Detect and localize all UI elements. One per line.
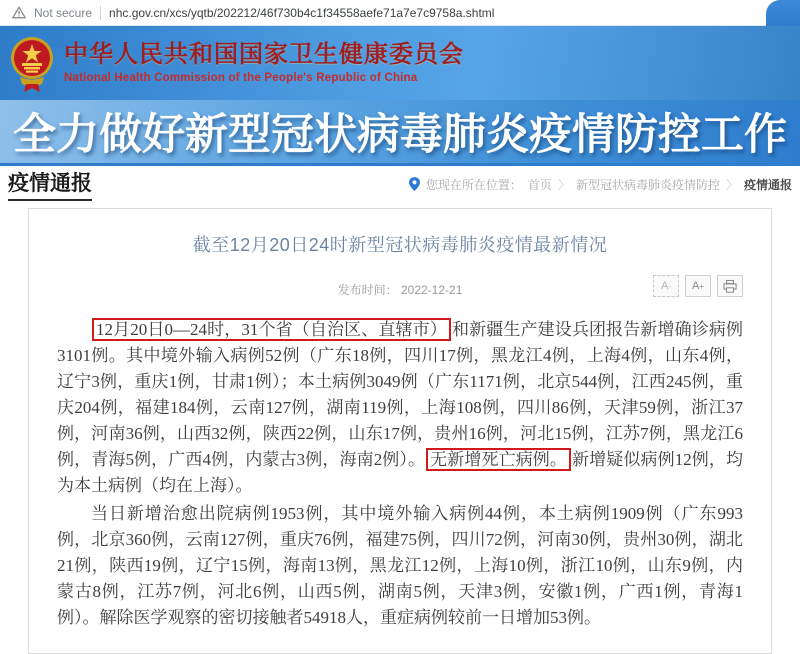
publish-date-value: 2022-12-21: [400, 283, 463, 297]
font-decrease-button[interactable]: A -: [653, 275, 679, 297]
not-secure-warning-icon[interactable]: [12, 6, 26, 19]
browser-address-bar[interactable]: [0, 0, 800, 26]
banner-slogan: 全力做好新型冠状病毒肺炎疫情防控工作: [13, 111, 787, 159]
paragraph-recovered-cases: 当日新增治愈出院病例1953例，其中境外输入病例44例，本土病例1909例（广东993例，北京360例，云南127例，重庆76例，福建75例，四川72例，河南30例，贵州30例，湖北21例，陕西19例，辽宁15例，海南13例，黑龙江12例，上海10例，浙江10例，山东9例，内蒙古8例，江苏7例，河北6例，山西5例，湖南5例，天津3例，安徽1例，广西1例，青海1例）。解除医学观察的密切接触者54918人，重症病例较前一日增加53例。: [57, 504, 743, 627]
breadcrumb-separator: 〉: [725, 177, 738, 192]
paragraph-new-cases: [57, 317, 743, 499]
breadcrumb-separator: 〉: [557, 177, 570, 192]
china-national-emblem-icon: [10, 32, 54, 94]
printer-icon[interactable]: [717, 275, 743, 297]
breadcrumb-epidemic-control-link[interactable]: 新型冠状病毒肺炎疫情防控: [575, 177, 720, 192]
article-card: [28, 208, 772, 654]
highlight-date-provinces: 12月20日0—24时，31个省（自治区、直辖市）: [92, 318, 451, 341]
site-header: [0, 26, 800, 100]
address-bar-divider: [100, 6, 101, 20]
article-toolbar: [653, 275, 743, 297]
publish-date: [57, 281, 743, 298]
breadcrumb-current: 疫情通报: [743, 177, 792, 192]
campaign-banner: [0, 100, 800, 166]
org-name-english: National Health Commission of the People's Republic of China: [64, 71, 418, 84]
location-pin-icon: [409, 177, 420, 191]
breadcrumb-home-link[interactable]: 首页: [527, 177, 552, 192]
security-label[interactable]: Not secure: [34, 5, 93, 20]
article-title: 截至12月20日24时新型冠状病毒肺炎疫情最新情况: [192, 235, 608, 255]
article-body: [57, 317, 743, 631]
article-meta-row: [57, 273, 743, 303]
section-title: 疫情通报: [8, 167, 92, 201]
org-name-chinese: 中华人民共和国国家卫生健康委员会: [64, 41, 464, 69]
browser-theme-corner: [766, 0, 800, 26]
breadcrumb: [409, 176, 792, 193]
publish-date-label: 发布时间：: [337, 283, 398, 297]
url-text[interactable]: nhc.gov.cn/xcs/yqtb/202212/46f730b4c1f34558aefe71a7e7c9758a.shtml: [109, 5, 495, 20]
suspected-cases-text: 新增疑似病例12例，均为本土病例（均在上海）。: [57, 450, 744, 495]
font-increase-button[interactable]: A +: [685, 275, 711, 297]
highlight-no-deaths: 无新增死亡病例。: [426, 448, 571, 471]
new-cases-text: 和新疆生产建设兵团报告新增确诊病例3101例。其中境外输入病例52例（广东18例，四川17例，黑龙江4例，上海4例，山东4例，辽宁3例，重庆1例，甘肃1例）；本土病例3049例（广东1171例，北京544例，江西245例，重庆204例，福建184例，云南127例，湖南119例，上海108例，四川86例，天津59例，浙江37例，河南36例，山西32例，陕西22例，山东17例，贵州16例，河北15例，江苏7例，黑龙江6例，青海5例，广西4例，内蒙古3例，海南2例）。: [57, 320, 744, 469]
nav-row: [0, 166, 800, 202]
breadcrumb-prefix: 您现在所在位置：: [425, 177, 522, 192]
